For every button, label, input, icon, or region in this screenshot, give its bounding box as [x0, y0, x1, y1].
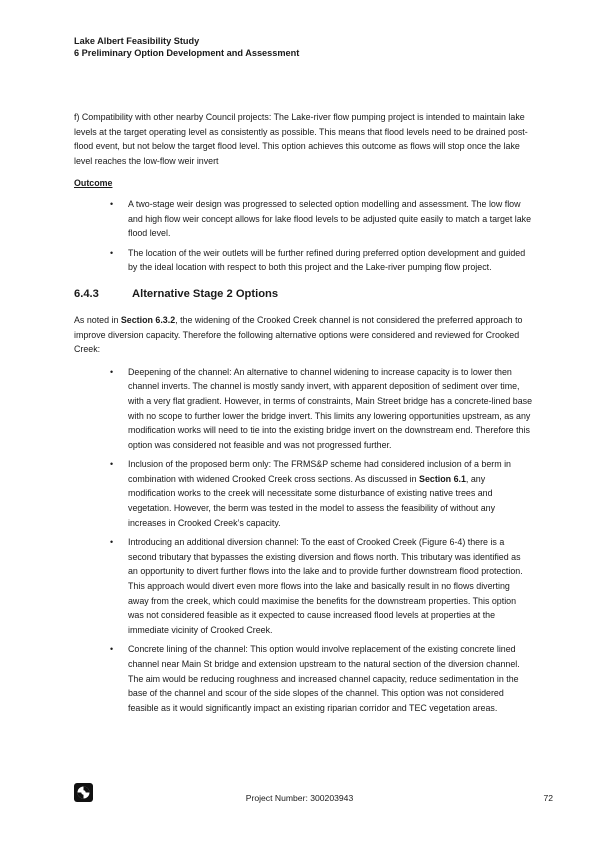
- bullet-text: A two-stage weir design was progressed to selected option modelling and assessment. The low flow and high flow weir concept allows for lake flood levels to be adjusted quite easily to match a target lake flood level.: [128, 198, 532, 239]
- outcome-bullet-list: [74, 197, 532, 275]
- section-number: 6.4.3: [74, 287, 99, 300]
- alternative-options-list: [74, 365, 532, 716]
- intro-text-continued: , the widening of the Crooked Creek channel is not considered the preferred approach to improve diversion capacity. Therefore the following alternative options were considered and reviewed for Crooked Creek:: [74, 314, 523, 355]
- intro-text: As noted in: [74, 314, 121, 325]
- bullet-text: Inclusion of the proposed berm only: The FRMS&P scheme had considered inclusion of a berm in combination with widened Crooked Creek cross sections. As discussed in: [128, 459, 511, 484]
- bullet-text: Concrete lining of the channel: This option would involve replacement of the existing concrete lined channel near Main St bridge and extension upstream to the natural section of the diversion channel. The aim would be reducing roughness and increased channel capacity, reduce sedimentation in the base of the channel and scour of the side slopes of the channel. This option was not considered feasible as it would significantly impact an existing riparian corridor and TEC vegetation areas.: [128, 644, 520, 713]
- bullet-icon: •: [110, 644, 114, 655]
- section-heading: [74, 287, 532, 301]
- bullet-text: Deepening of the channel: An alternative to channel widening to increase capacity is to lower then channel inverts. The channel is mostly sandy invert, with apparent deposition of sediment over time, with a very flat gradient. However, in terms of constraints, Main Street bridge has a concrete-lined base with no scope to further lower the bridge invert. This limits any lowering opportunities upstream, as any modification works will need to tie into the existing bridge invert on the downstream end. Therefore this option was considered not feasible and was not progressed further.: [128, 366, 533, 450]
- header-study-title: Lake Albert Feasibility Study: [74, 36, 200, 46]
- list-item: [74, 246, 532, 275]
- section-reference: Section 6.1: [419, 473, 466, 484]
- bullet-icon: •: [110, 366, 114, 377]
- list-item: [74, 365, 532, 453]
- section-reference: Section 6.3.2: [120, 314, 176, 325]
- running-header: [74, 35, 299, 59]
- intro-paragraph: f) Compatibility with other nearby Council projects: The Lake-river flow pumping project is intended to maintain lake levels at the target operating level as consistently as possible. This means that flood levels need to be drained post-flood event, but not below the target flood level. This option achieves this outcome as flows will stop once the lake level reaches the low-flow weir invert: [74, 112, 528, 166]
- list-item: [74, 457, 532, 530]
- main-content: [74, 110, 532, 720]
- bullet-icon: •: [110, 537, 114, 548]
- bullet-icon: •: [110, 459, 114, 470]
- header-chapter-title: 6 Preliminary Option Development and Assessment: [74, 48, 300, 58]
- bullet-icon: •: [110, 247, 114, 258]
- bullet-icon: •: [110, 198, 114, 209]
- section-intro-paragraph: [74, 313, 532, 357]
- list-item: [74, 197, 532, 241]
- outcome-heading: Outcome: [74, 178, 113, 189]
- bullet-text-continued: , any modification works to the creek will necessitate some disturbance of existing native trees and vegetation. However, the berm was tested in the model to assess the feasibility of without any increases in Crooked Creek’s capacity.: [128, 473, 496, 528]
- list-item: [74, 642, 532, 715]
- page-number: 72: [543, 793, 553, 803]
- project-number: Project Number: 300203943: [245, 793, 354, 803]
- section-title: Alternative Stage 2 Options: [132, 287, 279, 300]
- list-item: [74, 535, 532, 637]
- bullet-text: Introducing an additional diversion channel: To the east of Crooked Creek (Figure 6-4) there is a second tributary that bypasses the existing diversion and flows north. This tributary was identified as an opportunity to divert further flows into the lake and to provide further downstream flood protection. This approach would divert even more flows into the lake and basically result in no flows diverting away from the creek, which could maximise the benefits for the downstream properties. This option was not considered feasible as it expected to cause increased flood levels at properties at the immediate vicinity of Crooked Creek.: [128, 537, 523, 635]
- bullet-text: The location of the weir outlets will be further refined during preferred option development and guided by the ideal location with respect to both this project and the Lake-river pumping flow project.: [128, 247, 526, 273]
